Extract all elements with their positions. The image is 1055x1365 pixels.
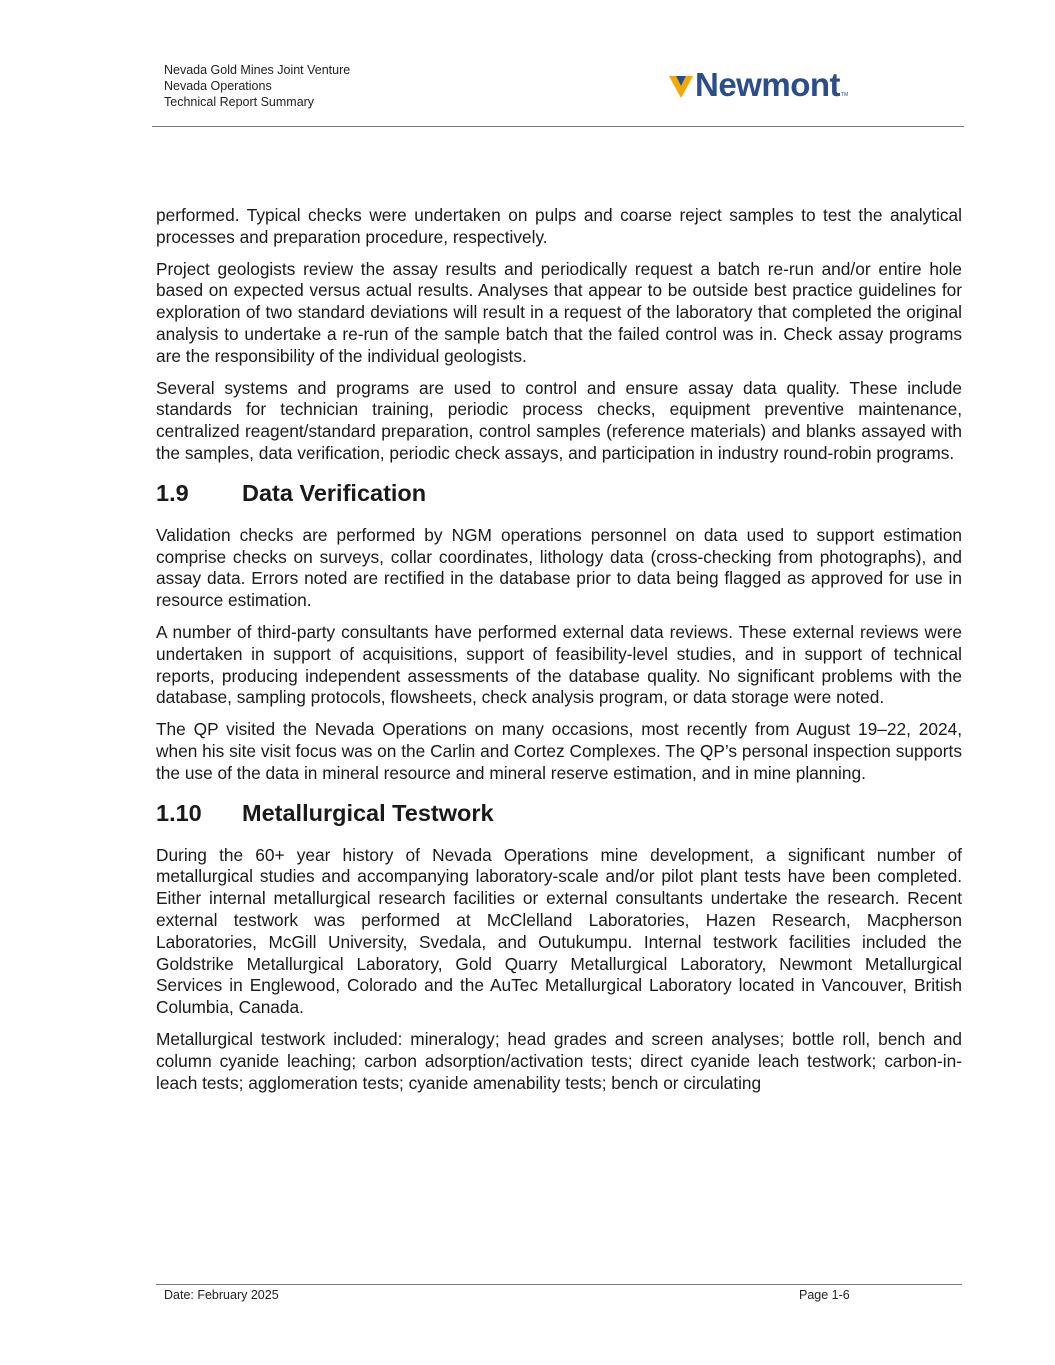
section-title: Data Verification — [242, 479, 427, 506]
paragraph: Validation checks are performed by NGM operations personnel on data used to support estimation comprise checks on surveys, collar coordinates, lithology data (cross-checking from photographs), and assay data. Errors noted are rectified in the database prior to data being flagged as approved for use in resource estimation. — [156, 524, 962, 611]
paragraph: Project geologists review the assay results and periodically request a batch re-run and/or entire hole based on expected versus actual results. Analyses that appear to be outside best practice guidelines for exploration of two standard deviations will result in a request of the laboratory that completed the original analysis to undertake a re-run of the sample batch that the failed control was in. Check assay programs are the responsibility of the individual geologists. — [156, 258, 962, 366]
paragraph: A number of third-party consultants have performed external data reviews. These external reviews were undertaken in support of acquisitions, support of feasibility-level studies, and in support of technical reports, producing independent assessments of the database quality. No significant problems with the database, sampling protocols, flowsheets, check analysis program, or data storage were noted. — [156, 621, 962, 708]
paragraph: The QP visited the Nevada Operations on many occasions, most recently from August 19–22, 2024, when his site visit focus was on the Carlin and Cortez Complexes. The QP’s personal inspection supports the use of the data in mineral resource and mineral reserve estimation, and in mine planning. — [156, 719, 962, 783]
header-line-title: Technical Report Summary — [164, 95, 315, 109]
logo-trademark: TM — [841, 92, 849, 98]
logo-chevron-icon — [668, 73, 694, 101]
header-line-operations: Nevada Operations — [164, 79, 272, 93]
logo-wordmark: Newmont — [695, 66, 840, 103]
section-heading-data-verification — [156, 479, 962, 507]
section-number: 1.10 — [156, 799, 202, 826]
section-title: Metallurgical Testwork — [242, 799, 494, 826]
header-line-company: Nevada Gold Mines Joint Venture — [164, 63, 351, 77]
newmont-logo — [668, 68, 848, 101]
paragraph: Metallurgical testwork included: mineralogy; head grades and screen analyses; bottle roll, bench and column cyanide leaching; carbon adsorption/activation tests; direct cyanide leach testwork; carbon-in-leach tests; agglomeration tests; cyanide amenability tests; bench or circulating — [156, 1028, 962, 1093]
header-divider — [152, 126, 964, 127]
section-number: 1.9 — [156, 479, 189, 506]
section-heading-metallurgical-testwork — [156, 799, 962, 827]
footer-divider — [156, 1284, 962, 1285]
page-body — [156, 205, 962, 1104]
paragraph: During the 60+ year history of Nevada Operations mine development, a significant number of metallurgical studies and accompanying laboratory-scale and/or pilot plant tests have been completed. Either internal metallurgical research facilities or external consultants undertake the research. Recent external testwork was performed at McClelland Laboratories, Hazen Research, Macpherson Laboratories, McGill University, Svedala, and Outukumpu. Internal testwork facilities included the Goldstrike Metallurgical Laboratory, Gold Quarry Metallurgical Laboratory, Newmont Metallurgical Services in Englewood, Colorado and the AuTec Metallurgical Laboratory located in Vancouver, British Columbia, Canada. — [156, 844, 962, 1018]
paragraph: Several systems and programs are used to control and ensure assay data quality. These include standards for technician training, periodic process checks, equipment preventive maintenance, centralized reagent/standard preparation, control samples (reference materials) and blanks assayed with the samples, data verification, periodic check assays, and participation in industry round-robin programs. — [156, 377, 962, 463]
page-number: Page 1-6 — [799, 1288, 850, 1302]
footer-date: Date: February 2025 — [164, 1288, 279, 1302]
report-header — [164, 62, 350, 110]
paragraph: performed. Typical checks were undertaken on pulps and coarse reject samples to test the analytical processes and preparation procedure, respectively. — [156, 205, 962, 247]
